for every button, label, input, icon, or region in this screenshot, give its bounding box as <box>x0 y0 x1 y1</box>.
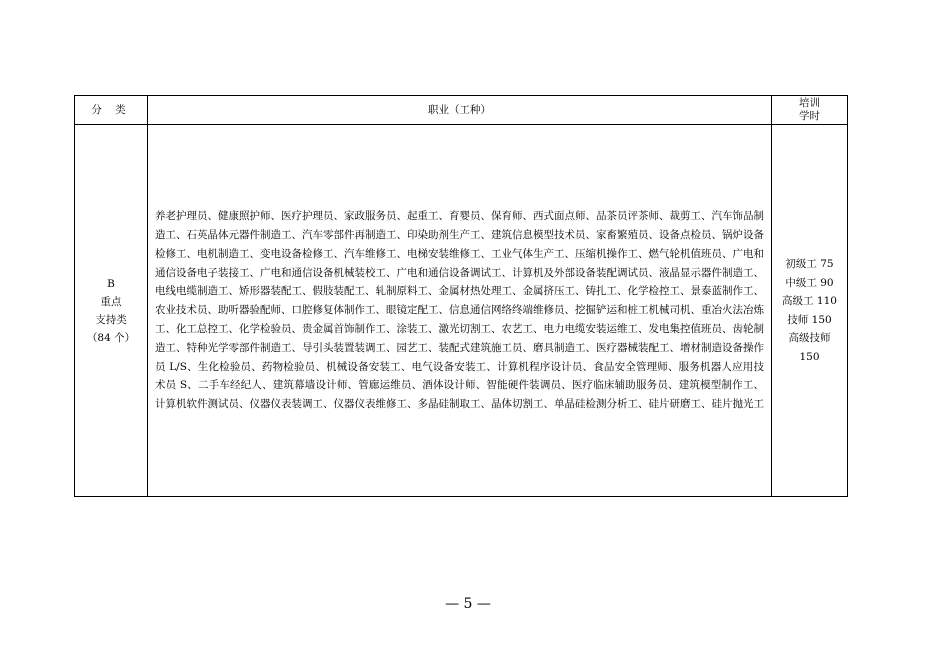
table-header-row <box>75 96 848 125</box>
category-label-1: 重点 <box>100 295 122 308</box>
header-training-hours <box>772 96 848 125</box>
occupation-cell <box>148 125 772 497</box>
hours-technician: 技师 150 <box>787 313 832 326</box>
header-category: 分 类 <box>75 96 148 125</box>
page-number: — 5 — <box>445 596 491 612</box>
hours-junior: 初级工 75 <box>785 258 834 271</box>
category-code: B <box>107 277 115 290</box>
header-hours-line1: 培训 <box>799 97 820 110</box>
category-count: （84 个） <box>86 331 136 344</box>
header-occupation: 职业（工种） <box>148 96 772 125</box>
training-hours-cell <box>772 125 848 497</box>
table-row <box>75 125 848 497</box>
hours-intermediate: 中级工 90 <box>785 276 834 289</box>
training-hours-table <box>74 95 848 497</box>
category-label-2: 支持类 <box>95 313 127 326</box>
hours-senior-technician-value: 150 <box>799 350 820 363</box>
category-cell <box>75 125 148 497</box>
header-hours-line2: 学时 <box>799 110 820 123</box>
occupation-list: 养老护理员、健康照护师、医疗护理员、家政服务员、起重工、育婴员、保育师、西式面点师、品茶员评茶师、裁剪工、汽车饰品制造工、石英晶体元器件制造工、汽车零部件再制造工、印染助剂生产工、建筑信息模型技术员、家畜繁殖员、设备点检员、锅炉设备检修工、电机制造工、变电设备检修工、汽车维修工、电梯安装维修工、工业气体生产工、压缩机操作工、燃气轮机值班员、广电和通信设备电子装接工、广电和通信设备机械装校工、广电和通信设备调试工、计算机及外部设备装配调试员、液晶显示器件制造工、电线电缆制造工、矫形器装配工、假肢装配工、轧制原料工、金属材热处理工、金属挤压工、铸扎工、化学检控工、景泰蓝制作工、农业技术员、助听器验配师、口腔修复体制作工、眼镜定配工、信息通信网络终端维修员、挖掘铲运和桩工机械司机、重冶火法冶炼工、化工总控工、化学检验员、贵金属首饰制作工、涂装工、激光切割工、农艺工、电力电缆安装运维工、发电集控值班员、齿轮制造工、特种光学零部件制造工、导引头装置装调工、园艺工、装配式建筑施工员、磨具制造工、医疗器械装配工、增材制造设备操作员 L/S、生化检验员、药物检验员、机械设备安装工、电气设备安装工、计算机程序设计员、食品安全管理师、服务机器人应用技术员 S、二手车经纪人、建筑幕墙设计师、管廊运维员、酒体设计师、智能硬件装调员、医疗临床辅助服务员、建筑模型制作工、计算机软件测试员、仪器仪表装调工、仪器仪表维修工、多晶硅制取工、晶体切割工、单晶硅检测分析工、硅片研磨工、硅片抛光工 <box>155 210 764 411</box>
hours-senior-technician-label: 高级技师 <box>788 332 831 345</box>
hours-senior: 高级工 110 <box>782 295 837 308</box>
